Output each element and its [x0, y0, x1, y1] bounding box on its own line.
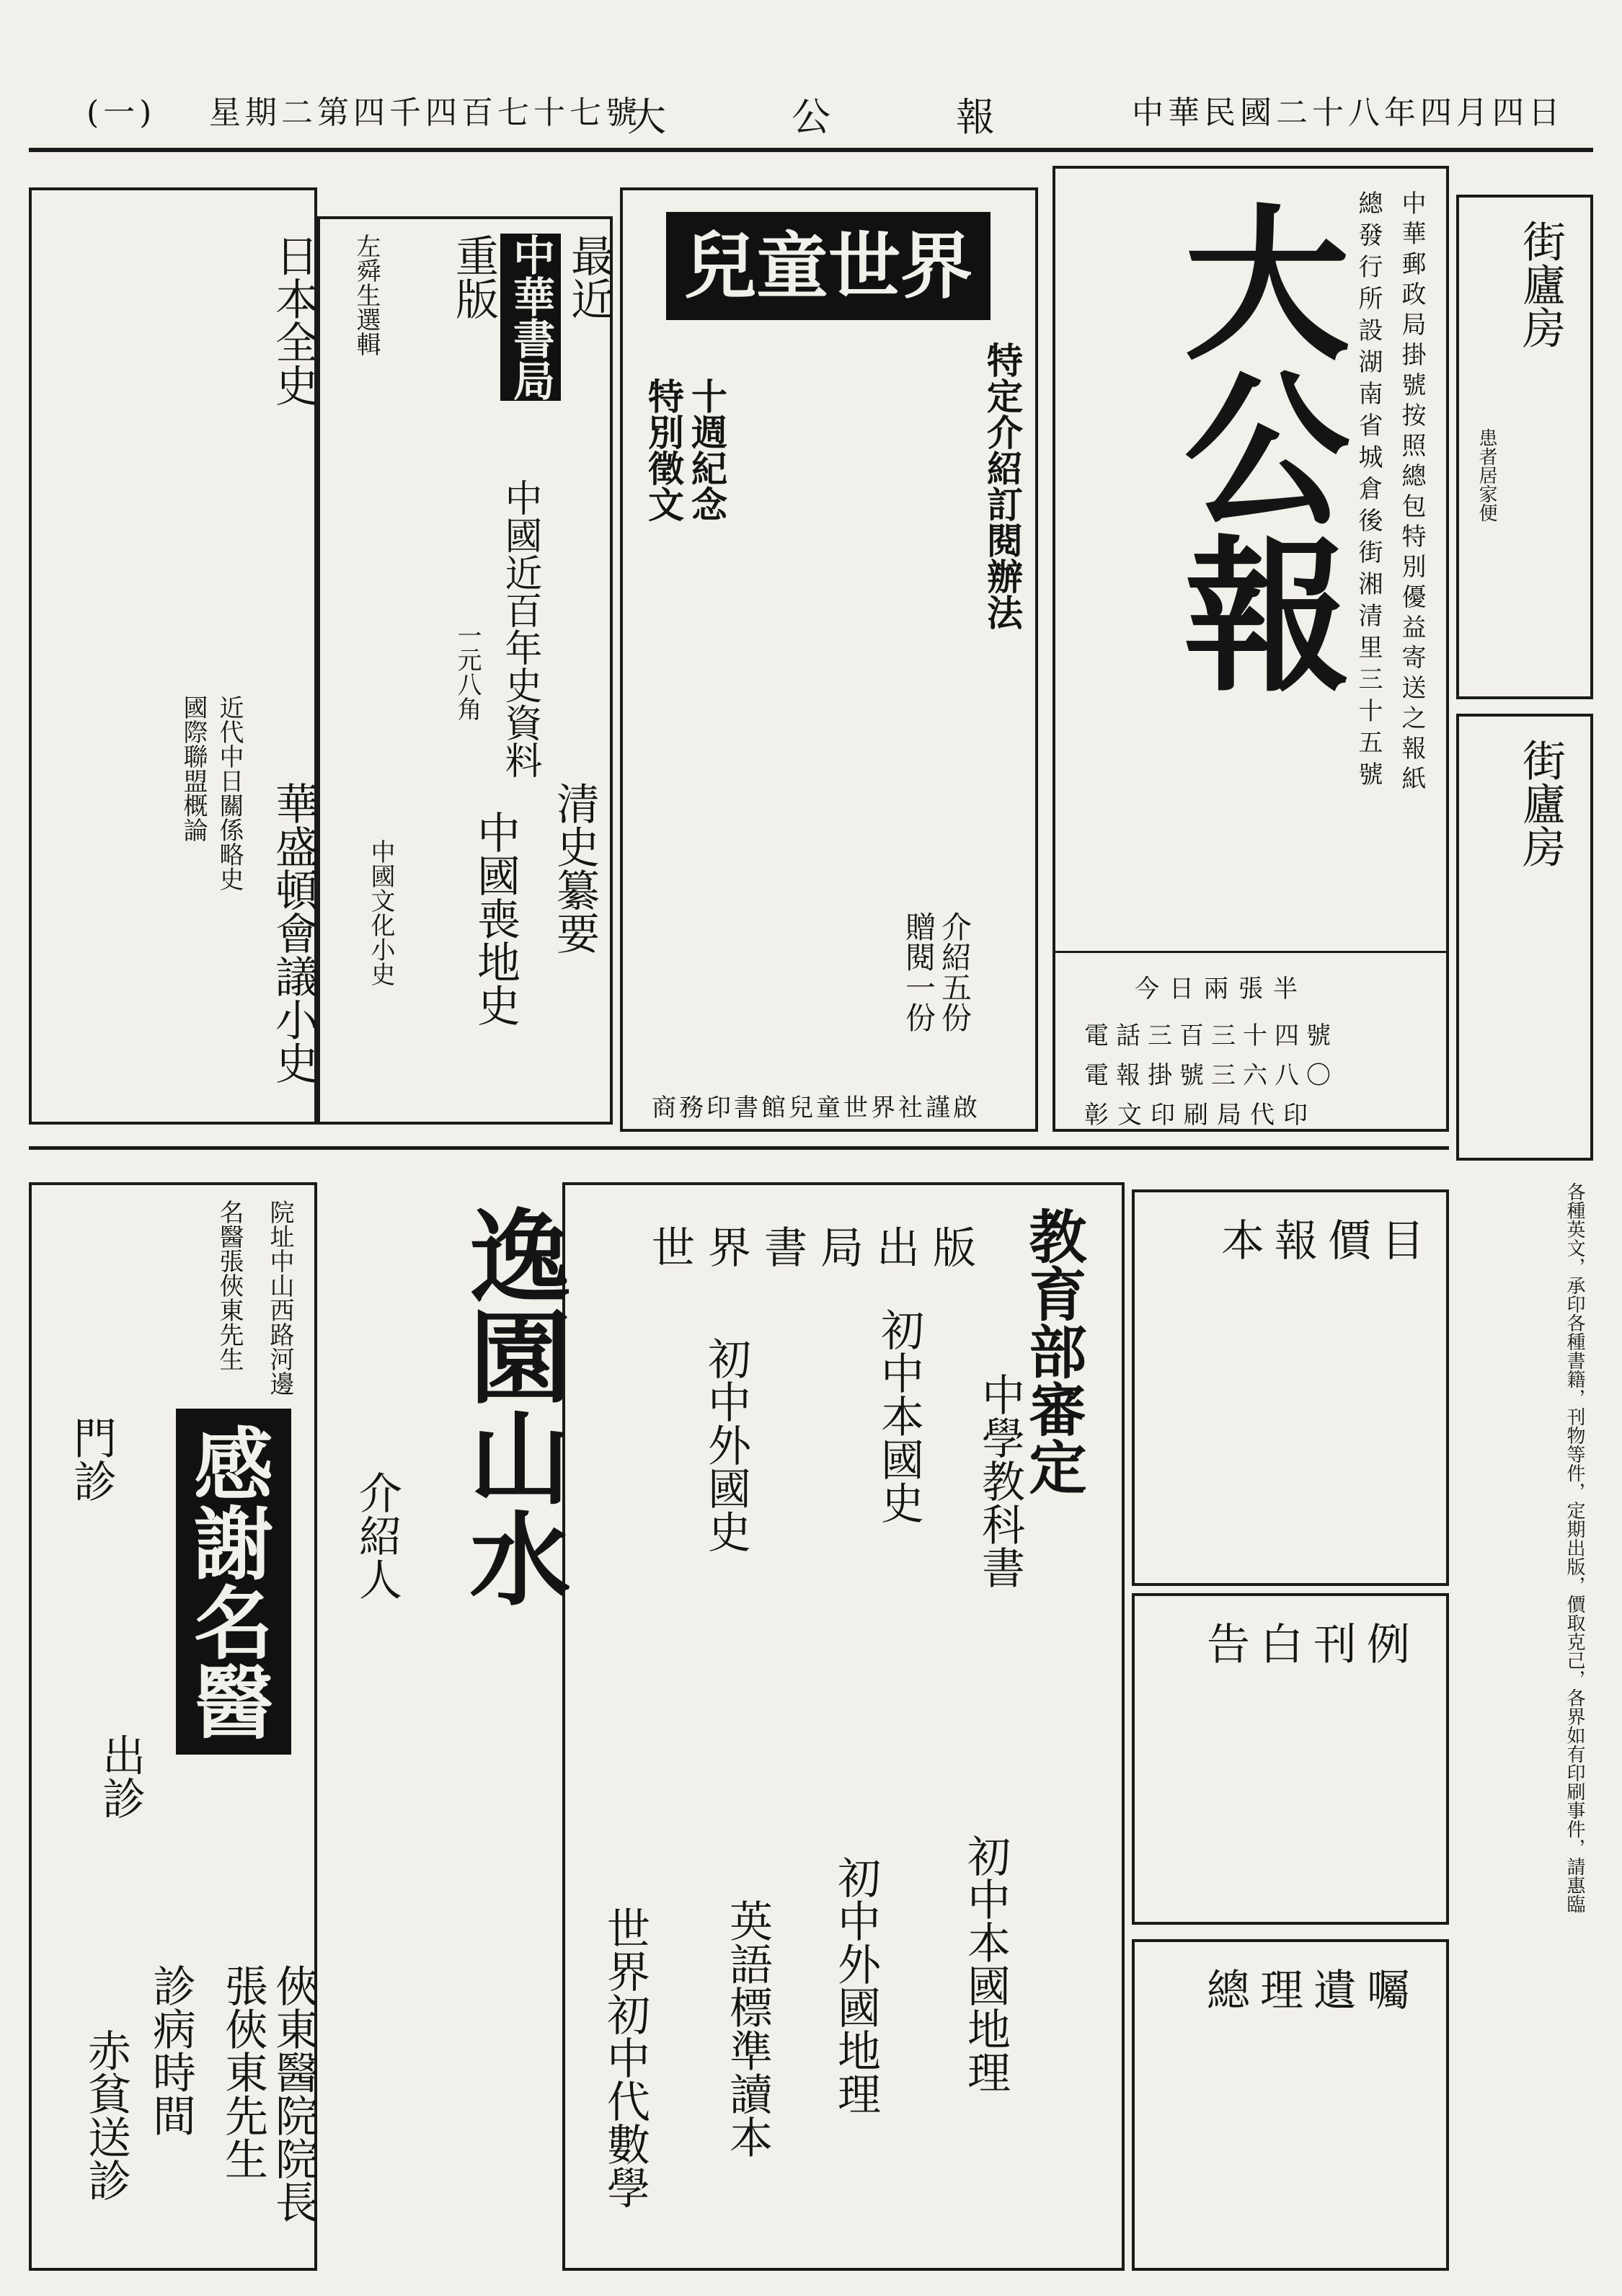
japan-history-title: 日本全史 — [268, 234, 319, 407]
textbook-publisher: 世界書局出版 — [652, 1223, 989, 1274]
children-world-offer2: 贈閱一份 — [901, 911, 936, 1032]
will-box — [1132, 1939, 1449, 2271]
zhonghua-book1: 中國近百年史資料 — [498, 479, 541, 779]
japan-book-1: 近代中日關係略史 — [215, 695, 244, 891]
textbook-book2: 初中外國史 — [701, 1337, 751, 1553]
textbook-book4: 初中外國地理 — [830, 1856, 881, 2115]
zhonghua-head1: 最近 — [564, 234, 614, 320]
masthead-registration: 中華郵政局掛號按照總包特別優益寄送之報紙 — [1397, 190, 1426, 796]
header-weekday: 星期二 — [209, 94, 317, 131]
header-row — [43, 87, 1579, 151]
masthead-today: 今日兩張半 — [1135, 975, 1308, 1003]
right-ad-mid-title: 街廬房 — [1515, 738, 1566, 868]
children-world-offer1: 介紹五份 — [937, 911, 972, 1032]
header-divider — [29, 148, 1593, 152]
ad-rates-title: 告白刊例 — [1207, 1620, 1420, 1670]
zhonghua-book2: 清史纂要 — [549, 781, 600, 954]
children-world-footer: 商務印書館兒童世界社謹啟 — [652, 1094, 980, 1122]
masthead-box — [1052, 166, 1449, 1132]
zhonghua-head3: 重版 — [448, 234, 499, 320]
header-page-number: (一) — [87, 94, 156, 131]
masthead-address: 總發行所設湖南省城倉後街湘清里三十五號 — [1354, 190, 1383, 793]
garden-introducer: 介紹人 — [352, 1471, 402, 1600]
masthead-title: 大公報 — [1156, 198, 1350, 695]
japan-book-2: 國際聯盟概論 — [179, 695, 208, 842]
doctor-free: 赤貧送診 — [81, 2029, 131, 2202]
zhonghua-book3: 中國喪地史 — [470, 810, 520, 1027]
textbook-book1: 初中本國史 — [874, 1308, 924, 1524]
fold-divider — [29, 1146, 1449, 1150]
textbook-book5: 英語標準讀本 — [722, 1899, 773, 2158]
right-ad-top-title: 街廬房 — [1515, 219, 1566, 349]
garden-title: 逸園山水 — [453, 1204, 571, 1608]
right-ad-top — [1456, 195, 1593, 699]
masthead-phone: 電話三百三十四號 — [1084, 1021, 1338, 1050]
right-ad-print: 各種英文，承印各種書籍，刊物等件，定期出版，價取克己，各界如有印刷事件，請惠臨 — [1564, 1182, 1585, 1913]
children-world-headline: 特定介紹訂閱辦法 — [981, 342, 1024, 630]
children-world-title: 兒童世界 — [666, 212, 991, 320]
textbook-title: 教育部審定 — [1019, 1207, 1087, 1495]
price-table-title: 本報價目 — [1221, 1216, 1435, 1267]
zhonghua-editor: 左舜生選輯 — [352, 234, 381, 356]
textbook-book6: 世界初中代數學 — [600, 1906, 650, 2209]
doctor-doctor-name: 張俠東先生 — [218, 1964, 268, 2180]
children-world-ad — [620, 187, 1038, 1132]
header-paper-name: 大 公 報 — [627, 94, 1038, 140]
zhonghua-price1: 一元八角 — [453, 623, 482, 721]
will-title: 總理遺囑 — [1207, 1966, 1420, 2016]
header-issue: 第四千四百七十七號 — [317, 94, 642, 131]
doctor-ad — [29, 1182, 317, 2271]
doctor-clinic: 門診 — [66, 1416, 117, 1502]
japan-history-ad — [29, 187, 317, 1125]
doctor-lead: 名醫張俠東先生 — [215, 1200, 244, 1371]
japan-shihua-title: 華盛頓會議小史 — [268, 781, 319, 1084]
zhonghua-ad — [317, 216, 613, 1125]
doctor-hospital: 俠東醫院院長 — [268, 1964, 319, 2223]
textbook-ad — [562, 1182, 1125, 2271]
masthead-printer: 彰文印刷局代印 — [1084, 1101, 1316, 1130]
garden-ad — [317, 1182, 571, 2271]
doctor-visit: 出診 — [95, 1733, 146, 1819]
children-world-sub2: 特別徵文 — [642, 378, 685, 522]
header-date: 中華民國二十八年四月四日 — [1132, 94, 1564, 131]
ad-rates-table — [1132, 1593, 1449, 1925]
zhonghua-head2: 中華書局 — [500, 234, 561, 401]
right-ad-mid — [1456, 714, 1593, 1161]
price-table — [1132, 1189, 1449, 1586]
masthead-telegraph: 電報掛號三六八〇 — [1084, 1061, 1338, 1090]
textbook-book3: 初中本國地理 — [960, 1834, 1011, 2093]
doctor-hours: 診病時間 — [146, 1964, 196, 2137]
doctor-address: 院址中山西路河邊 — [265, 1200, 294, 1396]
textbook-subtitle: 中學教科書 — [975, 1373, 1025, 1589]
children-world-sub1: 十週紀念 — [686, 378, 728, 522]
doctor-title: 感謝名醫 — [176, 1409, 291, 1755]
zhonghua-book4: 中國文化小史 — [366, 839, 395, 986]
right-ad-top-note: 患者居家便 — [1476, 428, 1497, 522]
